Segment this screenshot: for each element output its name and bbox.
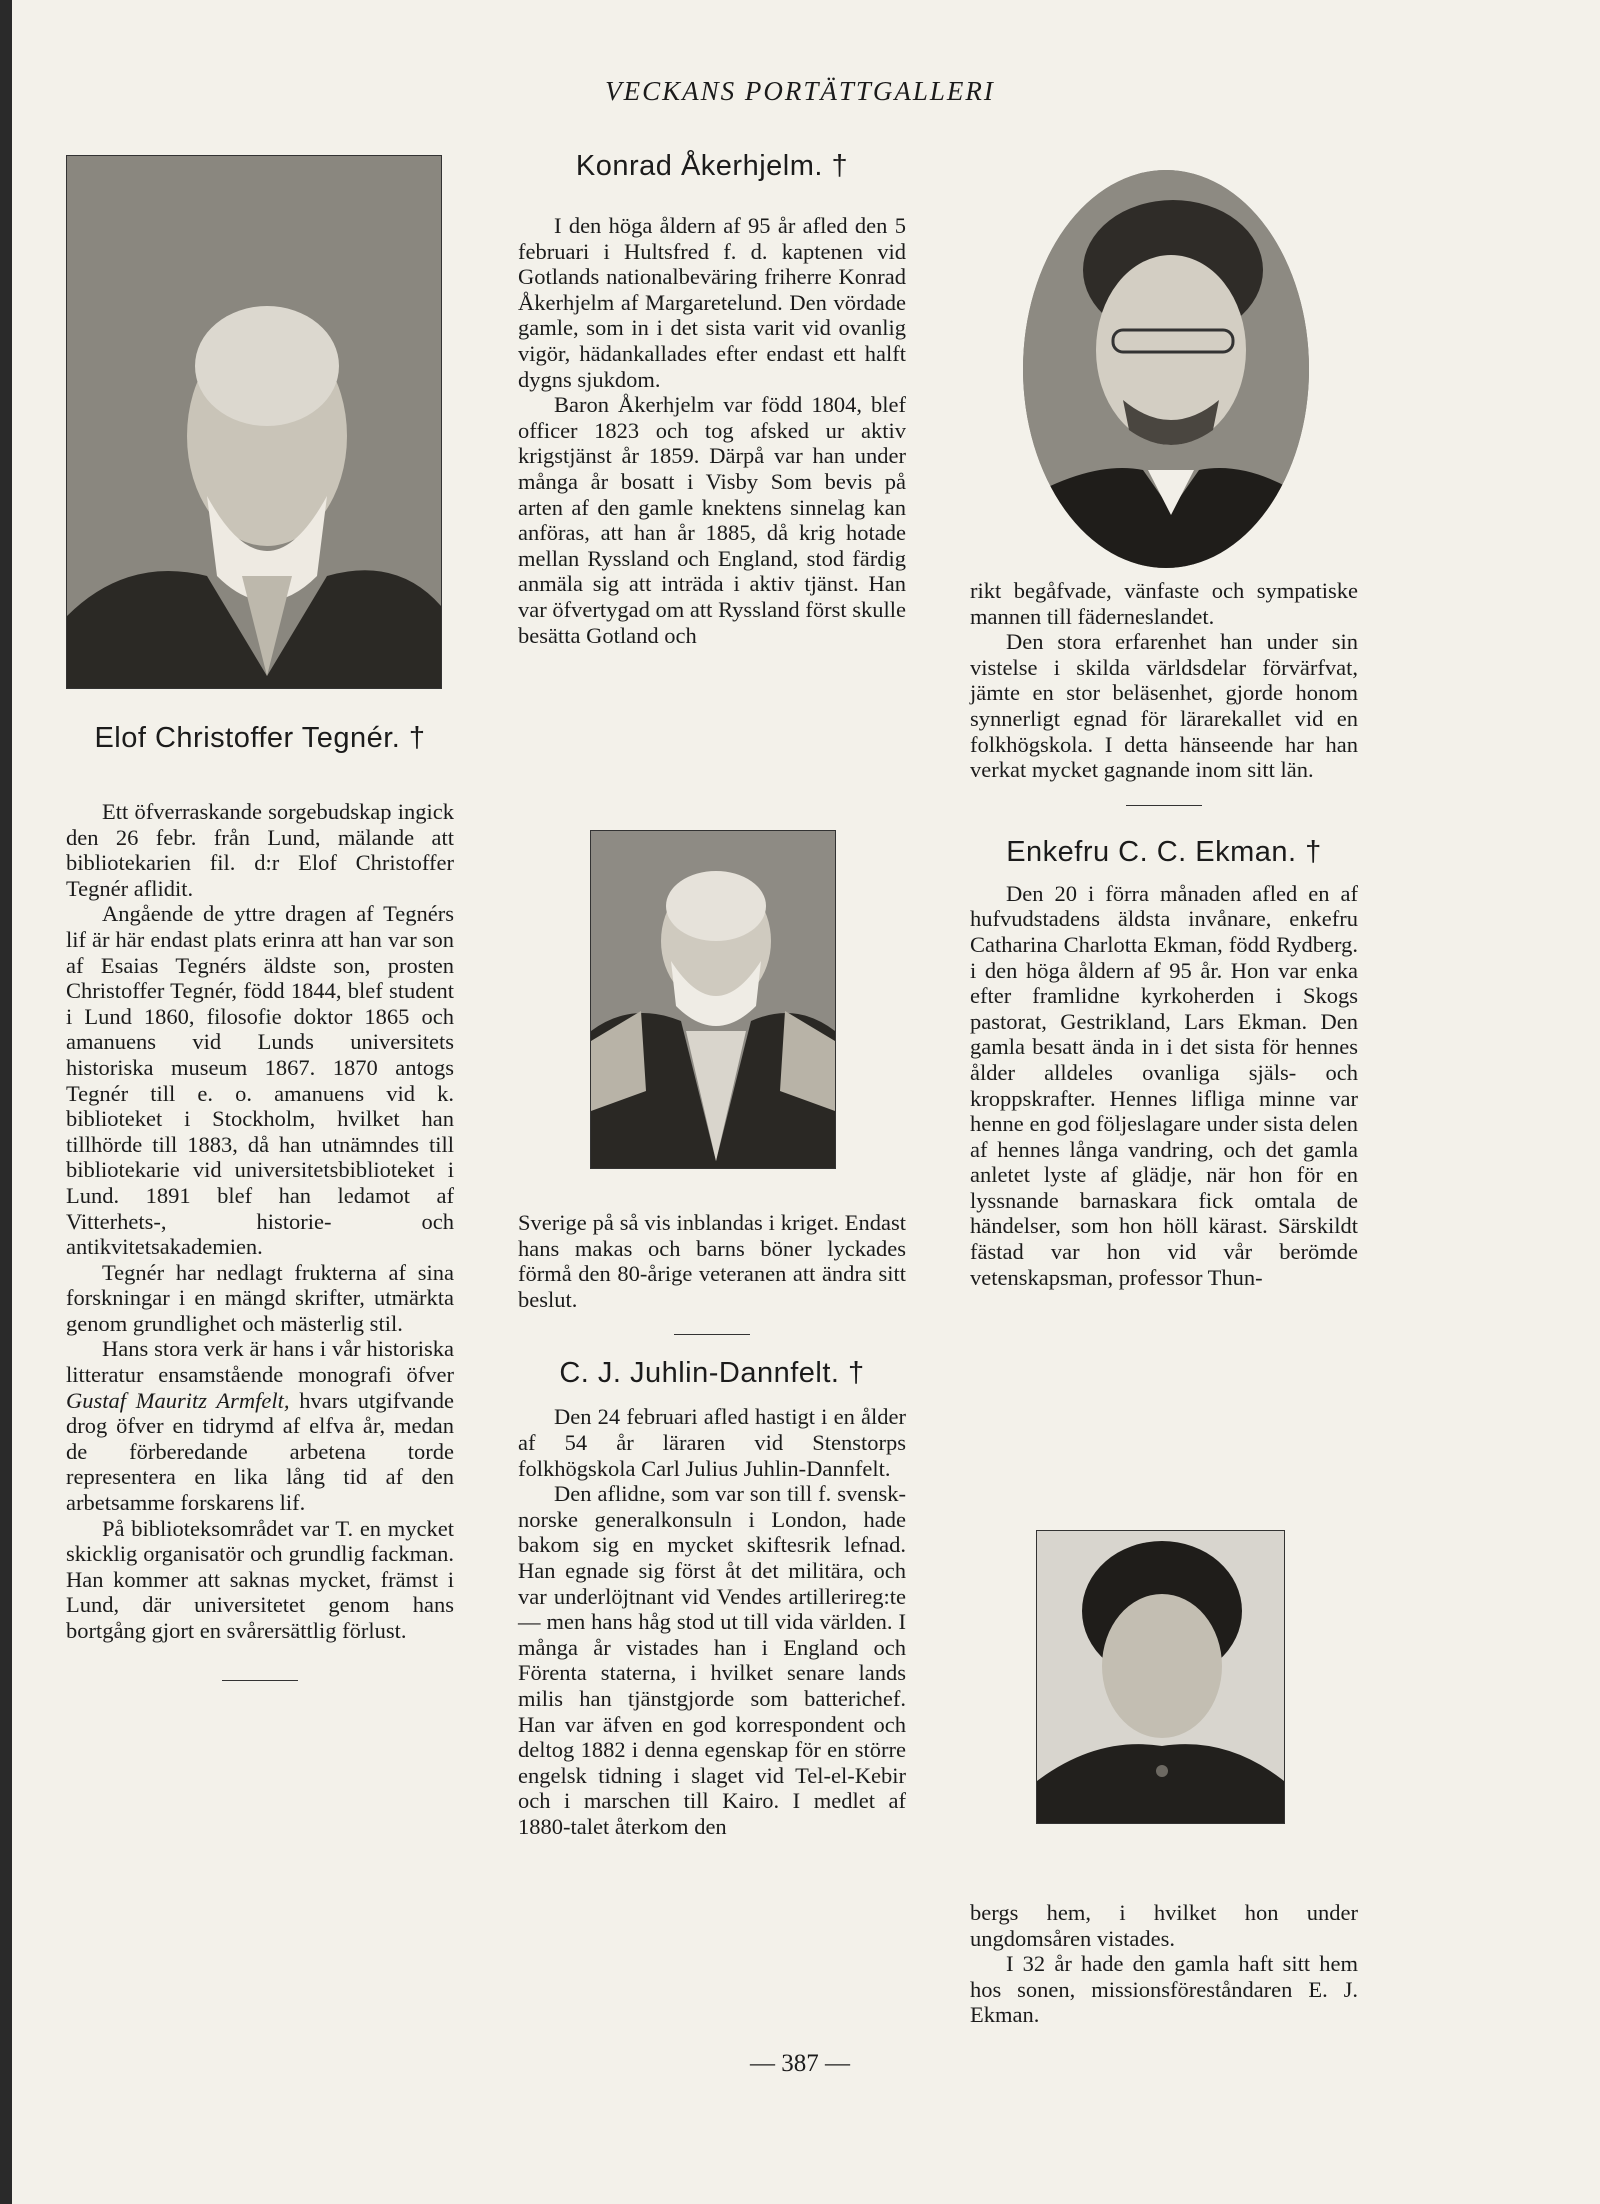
paragraph: Baron Åkerhjelm var född 1804, blef officer 1823 och tog afsked ur aktiv krigstjänst år 1859. Därpå var han under många år bosatt i Visby Som bevis på arten af den gamle knektens sinnelag kan anföras, att han år 1885, då krig hotade mellan Ryssland och England, stod färdig anmäla sig att inträda i aktiv tjänst. Han var öfvertygad om att Ryssland först skulle besätta Gotland och: [518, 392, 906, 648]
paragraph: Ett öfverraskande sorgebudskap ingick den 26 febr. från Lund, mälande att bibliotekarien fil. d:r Elof Christoffer Tegnér aflidit.: [66, 799, 454, 901]
paragraph-text: hvars utgifvande drog öfver en tidrymd af elfva år, medan de förberedande arbetena torde representera en lika lång tid af den arbetsamme forskarens lif.: [66, 1387, 454, 1516]
book-title: Gustaf Mauritz Armfelt,: [66, 1387, 290, 1413]
paragraph: Den stora erfarenhet han under sin vistelse i skilda världsdelar förvärfvat, jämte en stor beläsenhet, gjorde honom synnerligt egnad för lärarekallet vid en folkhögskola. I detta hänseende har han verkat mycket gagnande inom sitt län.: [970, 629, 1358, 783]
column-right-bottom: [970, 1900, 1358, 2028]
paragraph: Den 20 i förra månaden afled en af hufvudstadens äldsta invånare, enkefru Catharina Charlotta Ekman, född Rydberg. i den höga åldern af 95 år. Hon var enka efter framlidne kyrkoherden i Skogs pastorat, Gestrikland, Lars Ekman. Den gamla besatt ända in i det sista för hennes ålder alldeles ovanliga själs- och kroppskrafter. Hennes lifliga minne var henne en god följeslagare under sista delen af hennes långa vandring, och det gamla anletet lyste af glädje, när hon för en lyssnande barnaskara fick omtala de händelser, som hon höll kärast. Särskildt fästad var hon vid vår berömde vetenskapsman, professor Thun-: [970, 880, 1358, 1290]
heading-ekman: Enkefru C. C. Ekman. †: [1006, 835, 1322, 868]
column-middle-top: [518, 150, 906, 648]
column-left: [66, 722, 454, 1681]
page-number: — 387 —: [750, 2050, 850, 2077]
section-divider: [222, 1680, 298, 1681]
paragraph: bergs hem, i hvilket hon under ungdomsåren vistades.: [970, 1900, 1358, 1951]
paragraph-text: Hans stora verk är hans i vår historiska litteratur ensamstående monografi öfver: [66, 1336, 454, 1388]
section-divider: [674, 1334, 750, 1335]
paragraph: Angående de yttre dragen af Tegnérs lif är här endast plats erinra att han var son af Esaias Tegnérs äldste son, prosten Christoffer Tegnér, född 1844, blef student i Lund 1860, filosofie doktor 1865 och amanuens vid Lunds universitets historiska museum 1867. 1870 antogs Tegnér till e. o. amanuens vid k. biblioteket i Stockholm, hvilket han tillhörde till 1883, då han utnämndes till bibliotekarie vid universitetsbiblioteket i Lund. 1891 blef han ledamot af Vitterhets-, historie- och antikvitetsakademien.: [66, 901, 454, 1260]
column-right-top: [970, 578, 1358, 1290]
section-divider: [1126, 805, 1202, 806]
column-middle-bottom: [518, 1210, 906, 1839]
portrait-tegner: [66, 155, 442, 689]
portrait-akerhjelm: [1023, 170, 1309, 568]
paragraph: Sverige på så vis inblandas i kriget. Endast hans makas och barns böner lyckades förmå den 80-årige veteranen att ändra sitt beslut.: [518, 1210, 906, 1312]
paragraph: [66, 1336, 454, 1515]
paragraph: I 32 år hade den gamla haft sitt hem hos sonen, missionsföreståndaren E. J. Ekman.: [970, 1951, 1358, 2028]
running-title: VECKANS PORTÄTTGALLERI: [605, 76, 995, 106]
heading-juhlin-dannfelt: C. J. Juhlin-Dannfelt. †: [559, 1357, 865, 1390]
heading-akerhjelm: Konrad Åkerhjelm. †: [575, 150, 849, 182]
portrait-juhlin-dannfelt: [590, 830, 836, 1169]
paragraph: Den 24 februari afled hastigt i en ålder af 54 år läraren vid Stenstorps folkhögskola Carl Julius Juhlin-Dannfelt.: [518, 1404, 906, 1481]
paragraph: Den aflidne, som var son till f. svensk-norske generalkonsuln i London, hade bakom sig en mycket skiftesrik lefnad. Han egnade sig först åt det militära, och var underlöjtnant vid Vendes artillerireg:te — men hans håg stod ut till vida världen. I många år vistades han i England och Förenta staterna, i hvilket senare lands milis han tjänstgjorde som batterichef. Han var äfven en god korrespondent och deltog 1882 i denna egenskap för en större engelsk tidning i slaget vid Tel-el-Kebir och i marschen till Kairo. I medlet af 1880-talet återkom den: [518, 1481, 906, 1839]
paragraph: rikt begåfvade, vänfaste och sympatiske mannen till fäderneslandet.: [970, 578, 1358, 629]
heading-tegner: Elof Christoffer Tegnér. †: [94, 722, 426, 754]
paragraph: Tegnér har nedlagt frukterna af sina forskningar i en mängd skrifter, utmärkta genom grundlighet och mästerlig stil.: [66, 1259, 454, 1336]
page-edge: [0, 0, 12, 2204]
portrait-ekman: [1036, 1530, 1285, 1824]
paragraph: På biblioteksområdet var T. en mycket skicklig organisatör och grundlig fackman. Han kommer att saknas mycket, främst i Lund, där universitetet genom hans bortgång gjort en svårersättlig förlust.: [66, 1515, 454, 1643]
paragraph: I den höga åldern af 95 år afled den 5 februari i Hultsfred f. d. kaptenen vid Gotlands nationalbeväring friherre Konrad Åkerhjelm af Margaretelund. Den vördade gamle, som in i det sista varit vid ovanlig vigör, hädankallades efter endast ett halft dygns sjukdom.: [518, 213, 906, 392]
